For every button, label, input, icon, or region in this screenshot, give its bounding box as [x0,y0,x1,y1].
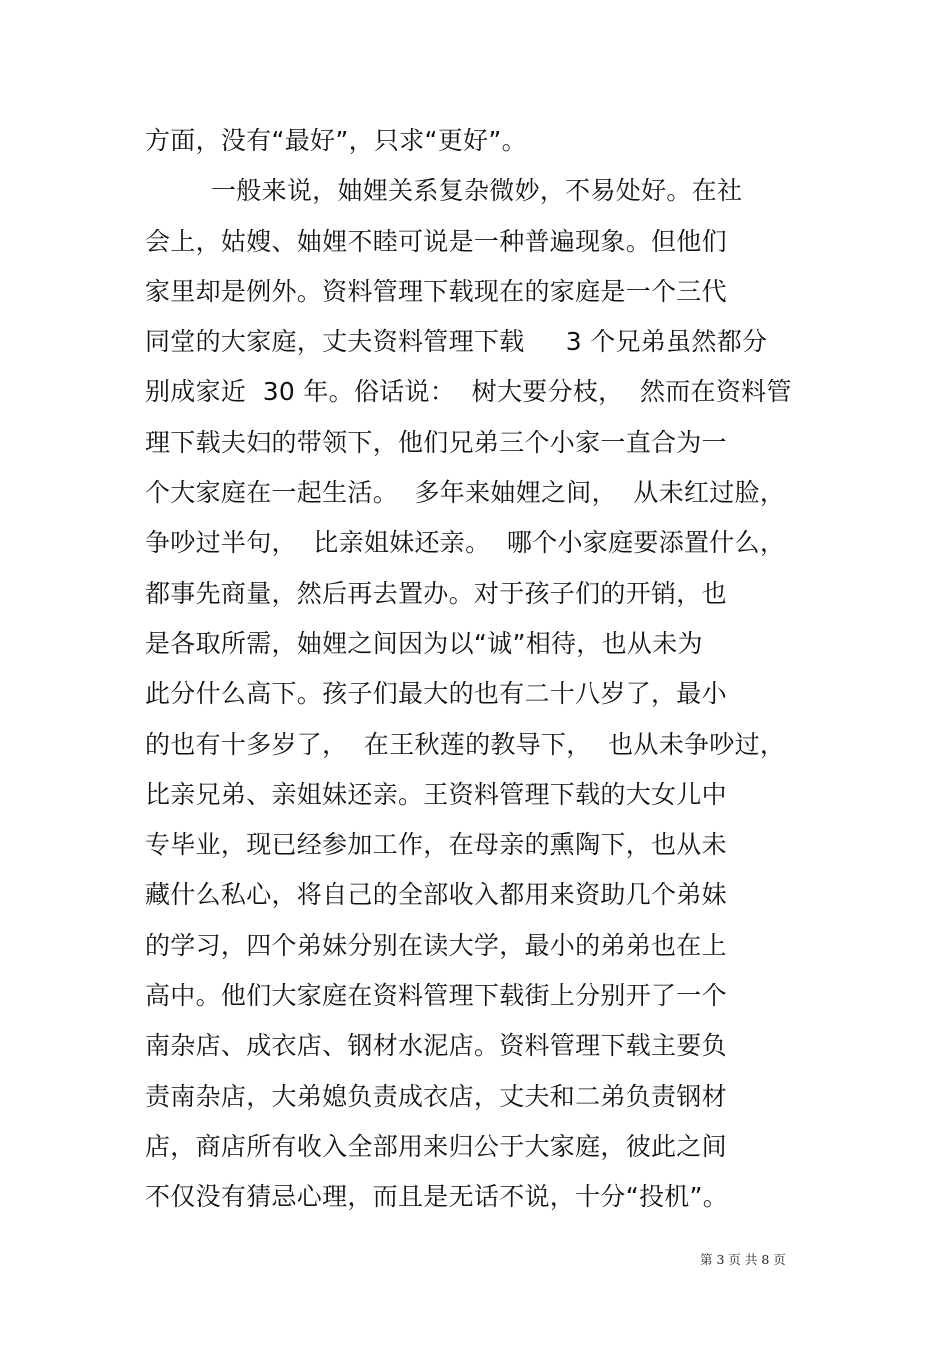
page-number-footer: 第 3 页 共 8 页 [700,1252,786,1267]
text-line: 都事先商量，然后再去置办。对于孩子们的开销，也 [145,578,727,608]
text-line: 高中。他们大家庭在资料管理下载街上分别开了一个 [145,981,727,1011]
text-line: 藏什么私心，将自己的全部收入都用来资助几个弟妹 [145,880,727,910]
text-line: 理下载夫妇的带领下，他们兄弟三个小家一直合为一 [145,427,727,457]
text-line: 责南杂店，大弟媳负责成衣店，丈夫和二弟负责钢材 [145,1081,727,1111]
text-line: 方面，没有“最好”，只求“更好”。 [145,126,527,155]
text-line: 此分什么高下。孩子们最大的也有二十八岁了，最小 [145,679,727,709]
body-text [145,116,805,1223]
text-line: 争吵过半句， 比亲姐妹还亲。 哪个小家庭要添置什么， [145,528,786,558]
text-line: 同堂的大家庭，丈夫资料管理下载 3 个兄弟虽然都分 [145,327,768,357]
text-line: 家里却是例外。资料管理下载现在的家庭是一个三代 [145,276,727,306]
text-line: 专毕业，现已经参加工作，在母亲的熏陶下，也从未 [145,830,727,860]
text-line: 一般来说，妯娌关系复杂微妙，不易处好。在社 [145,176,743,206]
text-line: 南杂店、成衣店、钢材水泥店。资料管理下载主要负 [145,1031,727,1061]
text-line: 店，商店所有收入全部用来归公于大家庭，彼此之间 [145,1131,727,1161]
text-line: 的学习，四个弟妹分别在读大学，最小的弟弟也在上 [145,930,727,960]
text-line: 个大家庭在一起生活。 多年来妯娌之间， 从未红过脸， [145,478,786,508]
text-line: 会上，姑嫂、妯娌不睦可说是一种普遍现象。但他们 [145,226,727,256]
text-line: 别成家近 30 年。俗话说： 树大要分枝， 然而在资料管 [145,377,792,407]
text-line: 比亲兄弟、亲姐妹还亲。王资料管理下载的大女儿中 [145,779,727,809]
text-line: 的也有十多岁了， 在王秋莲的教导下， 也从未争吵过， [145,729,786,759]
text-line: 不仅没有猜忌心理，而且是无话不说，十分“投机”。 [145,1182,729,1212]
text-line: 是各取所需，妯娌之间因为以“诚”相待，也从未为 [145,628,703,658]
